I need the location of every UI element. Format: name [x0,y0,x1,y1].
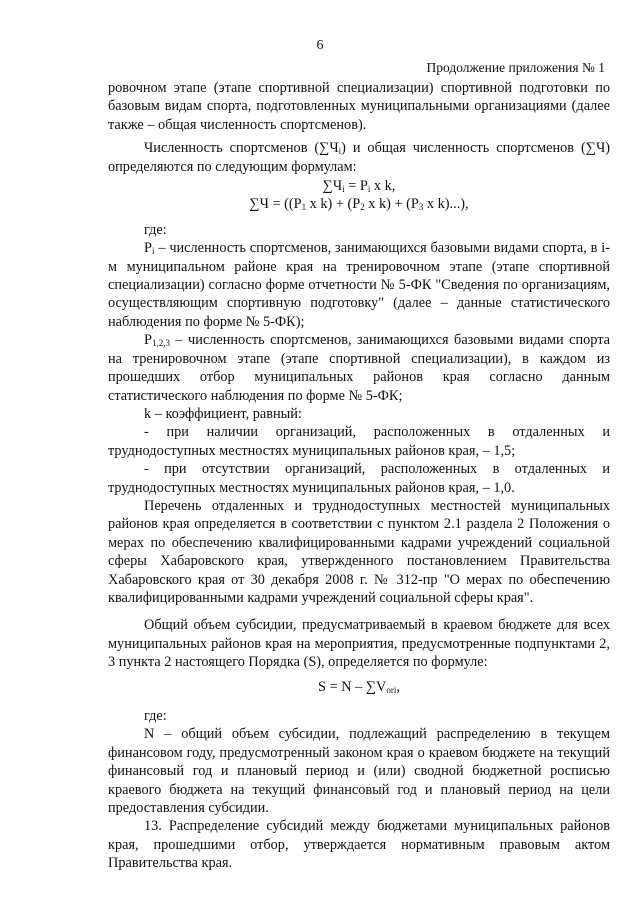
where-label-2: где: [144,708,167,724]
total-subsidy-paragraph: Общий объем субсидии, предусматриваемый в краевом бюджете для всех муниципальных районов края на мероприятия, предусмотренные подпунктами 2, 3 пункта 2 настоящего Порядка (S), определяется по формуле: [108,617,610,671]
page-number: 6 [316,38,324,53]
formula-total-subsidy: $S = N - \sum V_{ori}$, [318,678,400,695]
k-definition: k – коэффициент, равный: [144,405,302,422]
k-case-no-remote: - при отсутствии организаций, расположенных в отдаленных и труднодоступных местностях муниципальных районов края, – 1,0. [108,461,610,496]
section-13-paragraph: 13. Распределение субсидий между бюджетами муниципальных районов края, прошедшими отбор, утверждается нормативным правовым актом Правительства края. [108,818,610,872]
p123-definition: $P_{1,2,3}$ – численность спортсменов, занимающихся базовыми видами спорта на тренировочном этапе (этапе спортивной специализации), в каждом из прошедших отбор муниципальных районов края согласно данным статистического наблюдения по форме № 5-ФК; [108,332,610,404]
document-body [108,79,610,873]
intro-paragraph: ровочном этапе (этапе спортивной специализации) спортивной подготовки по базовым видам спорта, подготовленных муниципальными организациями (далее также – общая численность спортсменов). [108,80,610,133]
pi-definition: $P_i$ – численность спортсменов, занимающихся базовыми видами спорта, в i-м муниципальном районе края на тренировочном этапе (этапе спортивной специализации) согласно форме отчетности № 5-ФК "Сведения по организациям, осуществляющим спортивную подготовку" (далее – данные статистического наблюдения по форме № 5-ФК); [108,240,610,330]
athlete-count-formulas [108,177,610,214]
formula-total-chi: $\sum Ч = ((P_1$ x $k) + (P_2$ x $k) + (P_3$ x k)...), [249,196,469,213]
formula-sum-chi: $\sum Ч_i = P_i$ x k, [322,178,396,195]
athlete-count-paragraph: Численность спортсменов $(\sum Ч_i)$ и общая численность спортсменов (∑Ч) определяются по следующим формулам: [108,140,610,175]
where-label-1: где: [144,221,167,238]
remote-areas-paragraph: Перечень отдаленных и труднодоступных местностей муниципальных районов края определяется в соответствии с пунктом 2.1 раздела 2 Положения о мерах по обеспечению квалифицированными кадрами учреждений социальной сферы Хабаровского края, утвержденного постановлением Правительства Хабаровского края от 30 декабря 2008 г. № 312-пр "О мерах по обеспечению квалифицированными кадрами учреждений социальной сферы края". [108,497,610,606]
appendix-continuation-note: Продолжение приложения № 1 [426,60,605,75]
k-case-remote: - при наличии организаций, расположенных в отдаленных и труднодоступных местностях муниципальных районов края, – 1,5; [108,424,610,459]
n-definition: N – общий объем субсидии, подлежащий распределению в текущем финансовом году, предусмотренный законом края о краевом бюджете на текущий финансовый год и плановый период и (или) сводной бюджетной росписью краевого бюджета на текущий финансовый год и плановый период на цели предоставления субсидии. [108,726,610,817]
